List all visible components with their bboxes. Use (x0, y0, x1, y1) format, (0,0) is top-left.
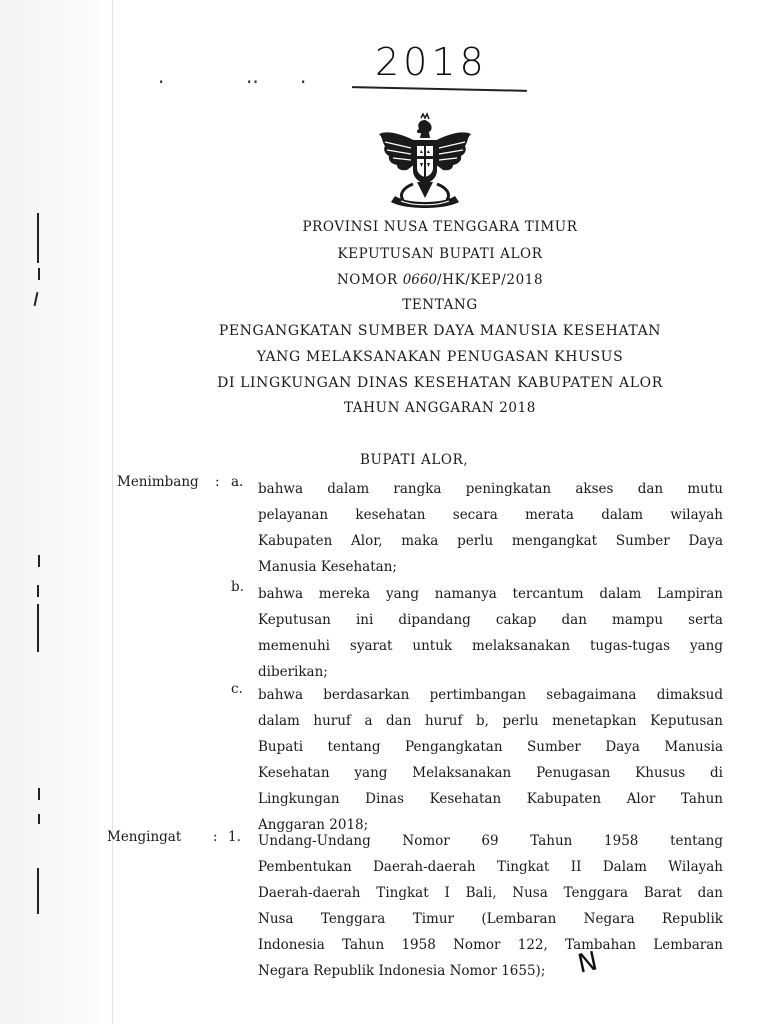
text-line: Indonesia Tahun 1958 Nomor 122, Tambahan Lembaran (258, 937, 723, 953)
binder-mark (38, 814, 40, 824)
title-line: PENGANGKATAN SUMBER DAYA MANUSIA KESEHATAN (218, 323, 662, 339)
binder-mark (37, 868, 39, 914)
text-line: Anggaran 2018; (258, 817, 369, 833)
binder-mark (37, 213, 39, 263)
stray-dot: ·· (246, 70, 259, 94)
mengingat-colon: : (213, 829, 218, 845)
scan-margin-shade (0, 0, 112, 1024)
binder-mark (37, 604, 39, 652)
text-line: Kabupaten Alor, maka perlu mengangkat Sumber Daya (258, 533, 723, 549)
garuda-emblem-icon (373, 112, 477, 212)
number-prefix: NOMOR (336, 272, 403, 288)
menimbang-label: Menimbang (117, 474, 199, 490)
stray-dot: · (158, 70, 165, 94)
text-line: Undang-Undang Nomor 69 Tahun 1958 tentang (258, 833, 723, 849)
binder-mark (37, 585, 39, 597)
item-marker: 1. (228, 829, 241, 845)
authority-heading: BUPATI ALOR, (360, 452, 469, 468)
text-line: Negara Republik Indonesia Nomor 1655); (258, 963, 546, 979)
handwritten-underline (352, 86, 527, 92)
mengingat-label: Mengingat (107, 829, 182, 845)
menimbang-colon: : (215, 474, 220, 490)
text-line: diberikan; (258, 664, 328, 680)
text-line: Bupati tentang Pengangkatan Sumber Daya Manusia (258, 739, 723, 755)
province-heading: PROVINSI NUSA TENGGARA TIMUR (302, 219, 578, 235)
page-fold-line (112, 0, 113, 1024)
item-marker: c. (231, 681, 243, 697)
item-marker: b. (231, 579, 244, 595)
text-line: Pembentukan Daerah-daerah Tingkat II Dalam Wilayah (258, 859, 723, 875)
mengingat-item-1 (258, 828, 723, 984)
menimbang-item-c (258, 682, 723, 838)
about-heading: TENTANG (402, 297, 478, 313)
text-line: Kesehatan yang Melaksanakan Penugasan Khusus di (258, 765, 723, 781)
menimbang-item-b (258, 581, 723, 685)
number-suffix: /HK/KEP/2018 (437, 272, 544, 288)
binder-mark (38, 268, 40, 280)
text-line: bahwa dalam rangka peningkatan akses dan mutu (258, 481, 723, 497)
decree-number (120, 272, 760, 288)
handwritten-year: 2018 (375, 40, 488, 84)
text-line: dalam huruf a dan huruf b, perlu menetapkan Keputusan (258, 713, 723, 729)
text-line: Lingkungan Dinas Kesehatan Kabupaten Alor Tahun (258, 791, 723, 807)
binder-mark (38, 555, 40, 567)
text-line: bahwa berdasarkan pertimbangan sebagaimana dimaksud (258, 687, 723, 703)
menimbang-item-a (258, 476, 723, 580)
text-line: Manusia Kesehatan; (258, 559, 397, 575)
text-line: memenuhi syarat untuk melaksanakan tugas-tugas yang (258, 638, 723, 654)
stray-dot: · (300, 70, 307, 94)
text-line: Nusa Tenggara Timur (Lembaran Negara Republik (258, 911, 723, 927)
binder-mark (38, 788, 40, 800)
decree-heading: KEPUTUSAN BUPATI ALOR (337, 246, 543, 262)
text-line: bahwa mereka yang namanya tercantum dalam Lampiran (258, 586, 723, 602)
title-line: DI LINGKUNGAN DINAS KESEHATAN KABUPATEN ALOR (217, 375, 663, 391)
text-line: Daerah-daerah Tingkat I Bali, Nusa Tenggara Barat dan (258, 885, 723, 901)
title-line: TAHUN ANGGARAN 2018 (344, 400, 536, 416)
text-line: Keputusan ini dipandang cakap dan mampu serta (258, 612, 723, 628)
text-line: pelayanan kesehatan secara merata dalam wilayah (258, 507, 723, 523)
item-marker: a. (231, 474, 244, 490)
number-handwritten: 0660 (402, 272, 438, 288)
handwritten-initial: N (575, 946, 601, 980)
title-line: YANG MELAKSANAKAN PENUGASAN KHUSUS (256, 349, 624, 365)
